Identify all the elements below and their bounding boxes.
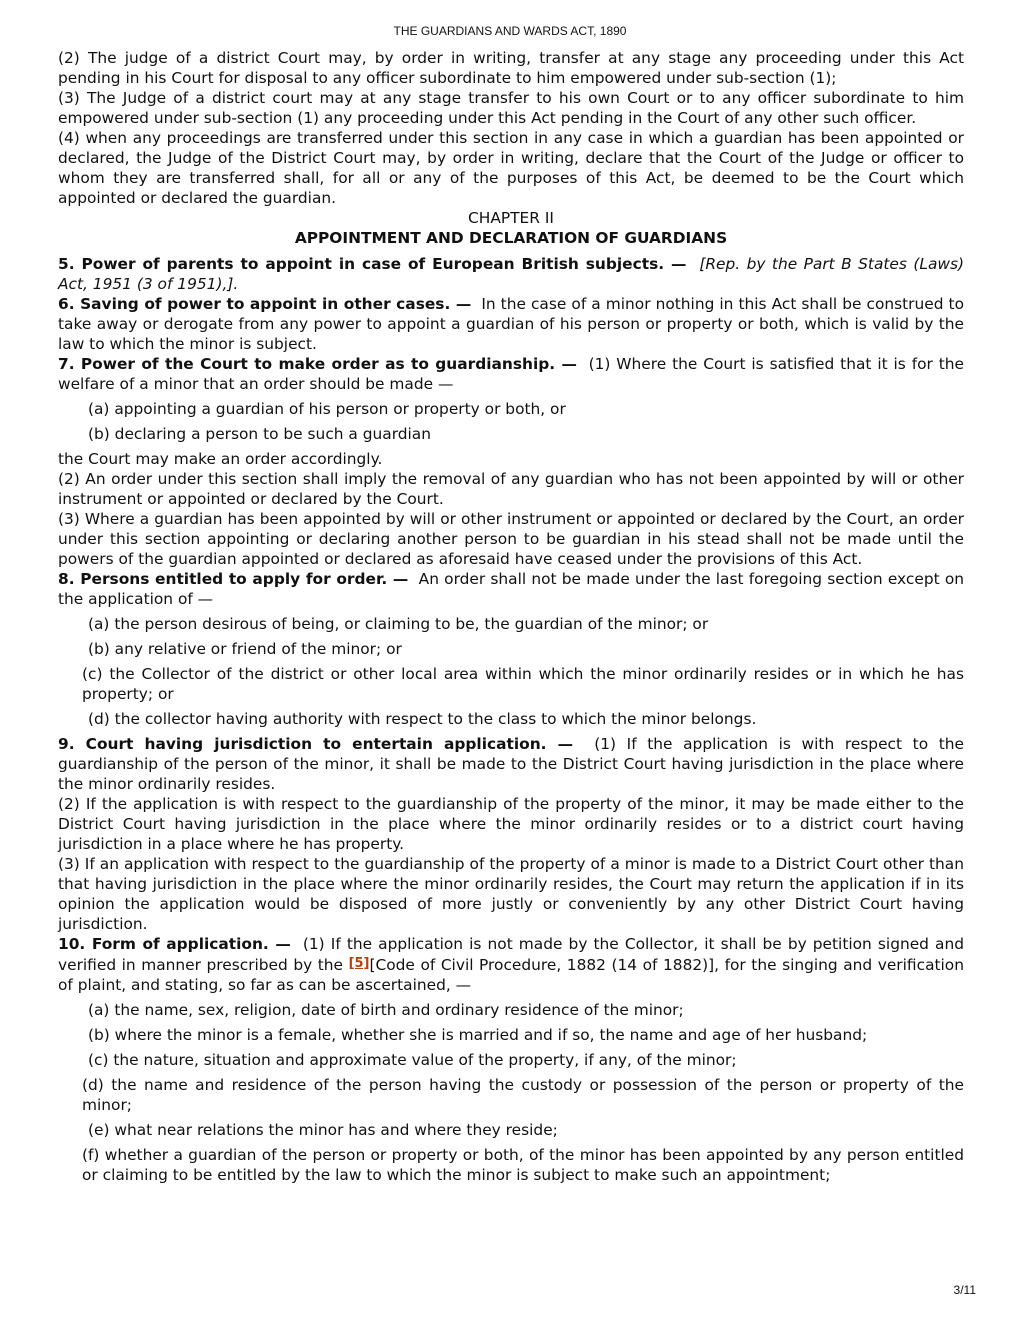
paragraph: (2) If the application is with respect to the guardianship of the property of the minor, it may be made either to the District Court having jurisdiction in the place where the minor ordinarily resides or to a district court having jurisdiction in a place where he has property. <box>58 795 964 853</box>
paragraph: (2) The judge of a district Court may, by order in writing, transfer at any stage any proceeding under this Act pending in his Court for disposal to any officer subordinate to him empowered under sub-section (1); <box>58 49 964 87</box>
list-item: (d) the collector having authority with respect to the class to which the minor belongs. <box>88 710 757 728</box>
list-item: (f) whether a guardian of the person or property or both, of the minor has been appointed by any person entitled or claiming to be entitled by the law to which the minor is subject to make such an appointment; <box>82 1146 964 1184</box>
paragraph: the Court may make an order accordingly. <box>58 450 383 468</box>
repeal-note: [Rep. by the Part B States (Laws) Act, 1951 (3 of 1951),]. <box>58 255 964 293</box>
section-heading: 10. Form of application. — <box>58 935 291 953</box>
list-item: (e) what near relations the minor has and where they reside; <box>88 1121 558 1139</box>
paragraph: (2) An order under this section shall imply the removal of any guardian who has not been appointed by will or other instrument or appointed or declared by the Court. <box>58 470 964 508</box>
footnote-link[interactable]: [5] <box>348 956 370 971</box>
list-item: (b) declaring a person to be such a guardian <box>88 425 431 443</box>
list-item: (c) the nature, situation and approximate value of the property, if any, of the minor; <box>88 1051 737 1069</box>
section-heading: 5. Power of parents to appoint in case of European British subjects. — <box>58 255 687 273</box>
paragraph: (4) when any proceedings are transferred under this section in any case in which a guardian has been appointed or declared, the Judge of the District Court may, by order in writing, declare that the Court of the Judge or officer to whom they are transferred shall, for all or any of the purposes of this Act, be deemed to be the Court which appointed or declared the guardian. <box>58 129 964 207</box>
section-heading: 8. Persons entitled to apply for order. — <box>58 570 409 588</box>
chapter-number: CHAPTER II <box>468 209 554 227</box>
section-5 <box>58 254 964 294</box>
section-heading: 6. Saving of power to appoint in other cases. — <box>58 295 472 313</box>
section-9 <box>58 734 964 794</box>
section-7 <box>58 354 964 394</box>
section-8 <box>58 569 964 609</box>
section-text: In the case of a minor nothing in this Act shall be construed to take away or derogate from any power to appoint a guardian of his person or property or both, which is valid by the law to which the minor is subject. <box>58 295 964 353</box>
page-number: 3/11 <box>953 1283 976 1297</box>
section-text: An order shall not be made under the last foregoing section except on the application of — <box>58 570 964 608</box>
section-text: [Code of Civil Procedure, 1882 (14 of 1882)], for the singing and verification of plaint, and stating, so far as can be ascertained, — <box>58 956 964 994</box>
paragraph: (3) The Judge of a district court may at any stage transfer to his own Court or to any officer subordinate to him empowered under sub-section (1) any proceeding under this Act pending in the Court of any other such officer. <box>58 89 964 127</box>
list-item: (a) the name, sex, religion, date of birth and ordinary residence of the minor; <box>88 1001 684 1019</box>
section-6 <box>58 294 964 354</box>
section-text: (1) If the application is with respect to the guardianship of the person of the minor, it shall be made to the District Court having jurisdiction in the place where the minor ordinarily resides. <box>58 735 964 793</box>
document-body <box>58 48 964 1190</box>
section-heading: 7. Power of the Court to make order as to guardianship. — <box>58 355 577 373</box>
chapter-title: APPOINTMENT AND DECLARATION OF GUARDIANS <box>294 229 728 247</box>
section-heading: 9. Court having jurisdiction to entertain application. — <box>58 735 573 753</box>
section-text: (1) If the application is not made by the Collector, it shall be by petition signed and verified in manner prescribed by the <box>58 935 964 974</box>
paragraph: (3) If an application with respect to the guardianship of the property of a minor is made to a District Court other than that having jurisdiction in the place where the minor ordinarily resides, the Court may return the application if in its opinion the application would be disposed of more justly or conveniently by any other District Court having jurisdiction. <box>58 855 964 933</box>
list-item: (b) any relative or friend of the minor; or <box>88 640 402 658</box>
list-item: (d) the name and residence of the person having the custody or possession of the person or property of the minor; <box>82 1076 964 1114</box>
paragraph: (3) Where a guardian has been appointed by will or other instrument or appointed or declared by the Court, an order under this section appointing or declaring another person to be guardian in his stead shall not be made until the powers of the guardian appointed or declared as aforesaid have ceased under the provisions of this Act. <box>58 510 964 568</box>
list-item: (a) the person desirous of being, or claiming to be, the guardian of the minor; or <box>88 615 709 633</box>
list-item: (c) the Collector of the district or other local area within which the minor ordinarily resides or in which he has property; or <box>82 665 964 703</box>
list-item: (b) where the minor is a female, whether she is married and if so, the name and age of her husband; <box>88 1026 868 1044</box>
page-header: THE GUARDIANS AND WARDS ACT, 1890 <box>393 24 627 38</box>
section-text: (1) Where the Court is satisfied that it is for the welfare of a minor that an order should be made — <box>58 355 964 393</box>
section-10 <box>58 934 964 995</box>
list-item: (a) appointing a guardian of his person or property or both, or <box>88 400 566 418</box>
